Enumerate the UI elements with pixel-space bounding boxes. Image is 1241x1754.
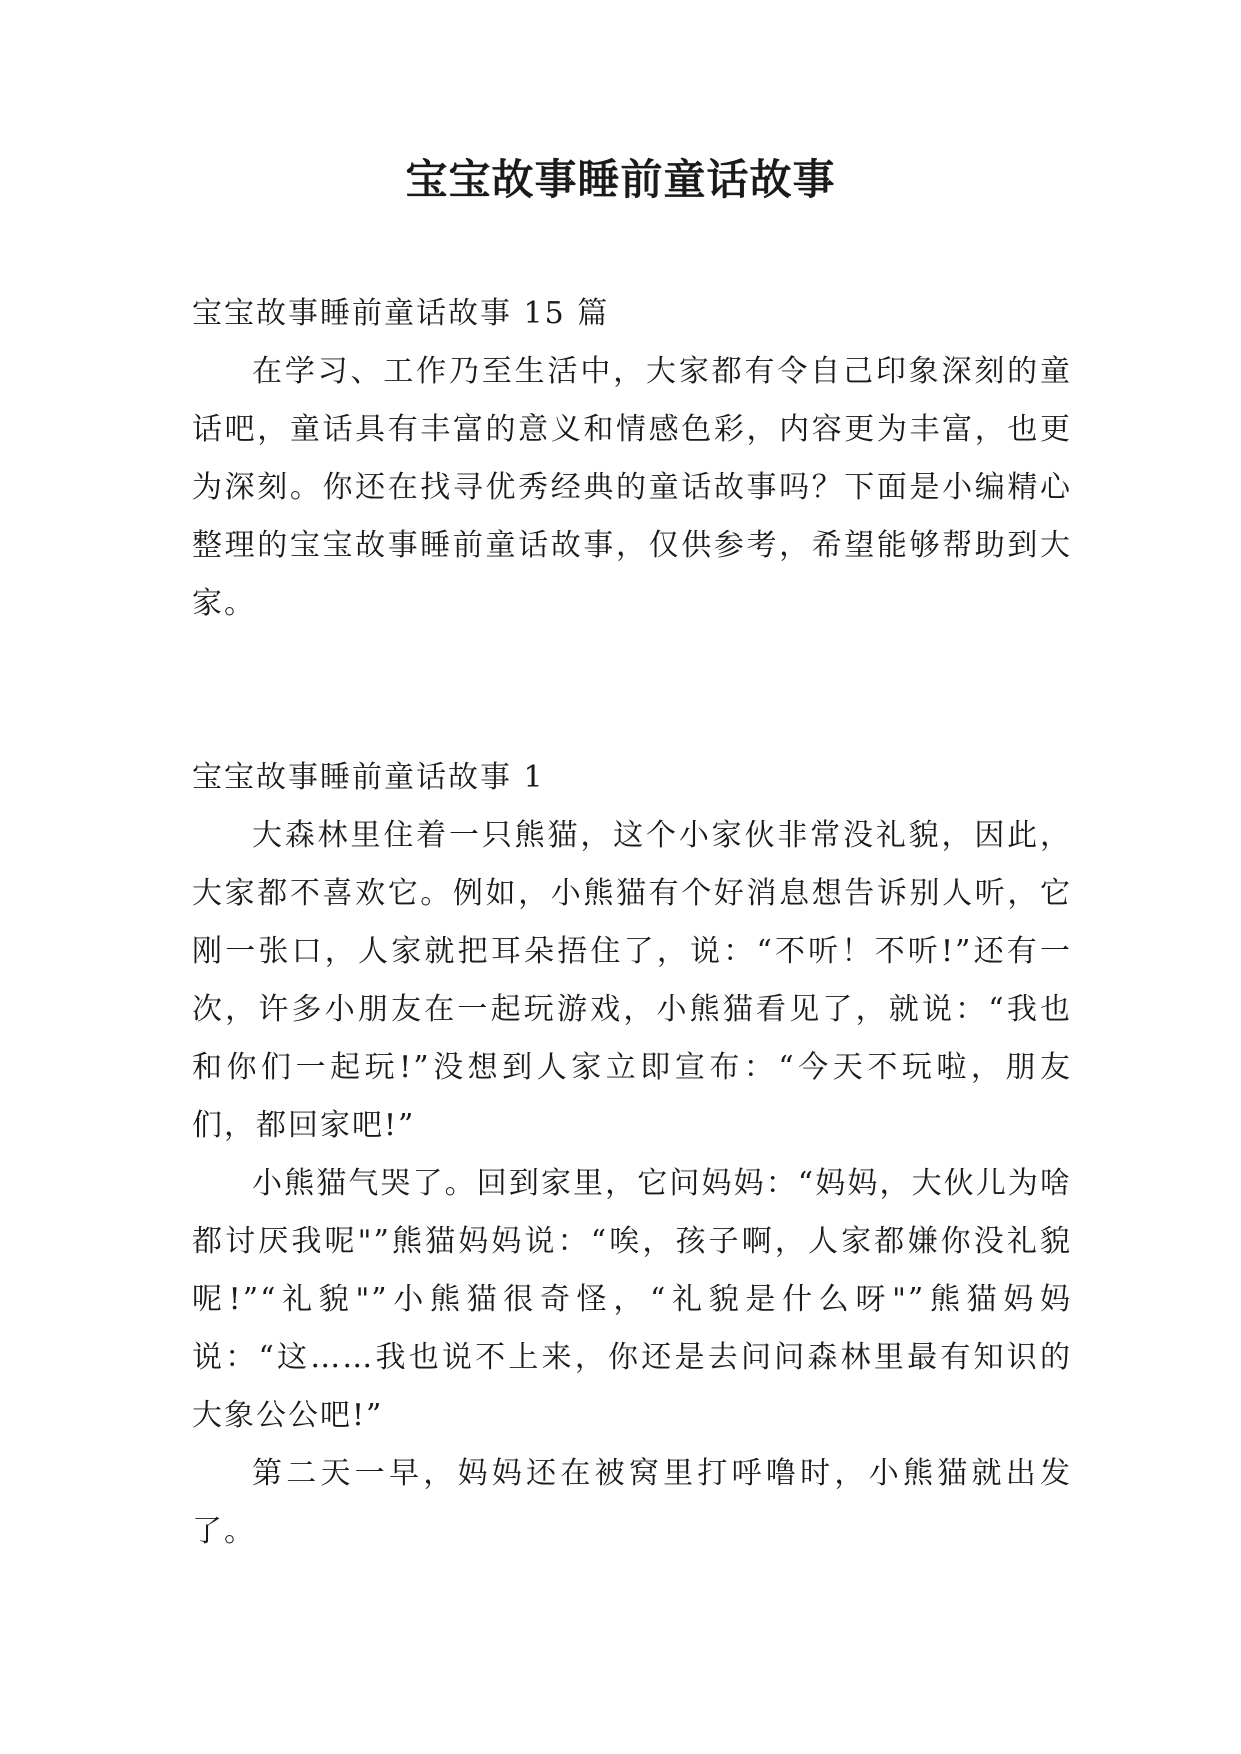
story-1-paragraph-3: 第二天一早，妈妈还在被窝里打呼噜时，小熊猫就出发了。 xyxy=(192,1456,1072,1549)
document-title: 宝宝故事睡前童话故事 xyxy=(405,155,836,204)
intro-heading: 宝宝故事睡前童话故事 15 篇 xyxy=(192,296,610,331)
story-1-heading: 宝宝故事睡前童话故事 1 xyxy=(192,760,545,795)
section-spacer xyxy=(192,633,1072,749)
intro-paragraph: 在学习、工作乃至生活中，大家都有令自己印象深刻的童话吧，童话具有丰富的意义和情感色彩，内容更为丰富，也更为深刻。你还在找寻优秀经典的童话故事吗？下面是小编精心整理的宝宝故事睡前童话故事，仅供参考，希望能够帮助到大家。 xyxy=(192,354,1072,621)
story-1-paragraph-2: 小熊猫气哭了。回到家里，它问妈妈：“妈妈，大伙儿为啥都讨厌我呢"”熊猫妈妈说：“唉，孩子啊，人家都嫌你没礼貌呢!”“礼貌"”小熊猫很奇怪，“礼貌是什么呀"”熊猫妈妈说：“这……我也说不上来，你还是去问问森林里最有知识的大象公公吧!” xyxy=(192,1166,1072,1433)
document-body xyxy=(192,285,1072,1561)
story-1-paragraph-1: 大森林里住着一只熊猫，这个小家伙非常没礼貌，因此，大家都不喜欢它。例如，小熊猫有个好消息想告诉别人听，它刚一张口，人家就把耳朵捂住了，说：“不听！不听!”还有一次，许多小朋友在一起玩游戏，小熊猫看见了，就说：“我也和你们一起玩!”没想到人家立即宣布：“今天不玩啦，朋友们，都回家吧!” xyxy=(192,818,1072,1143)
